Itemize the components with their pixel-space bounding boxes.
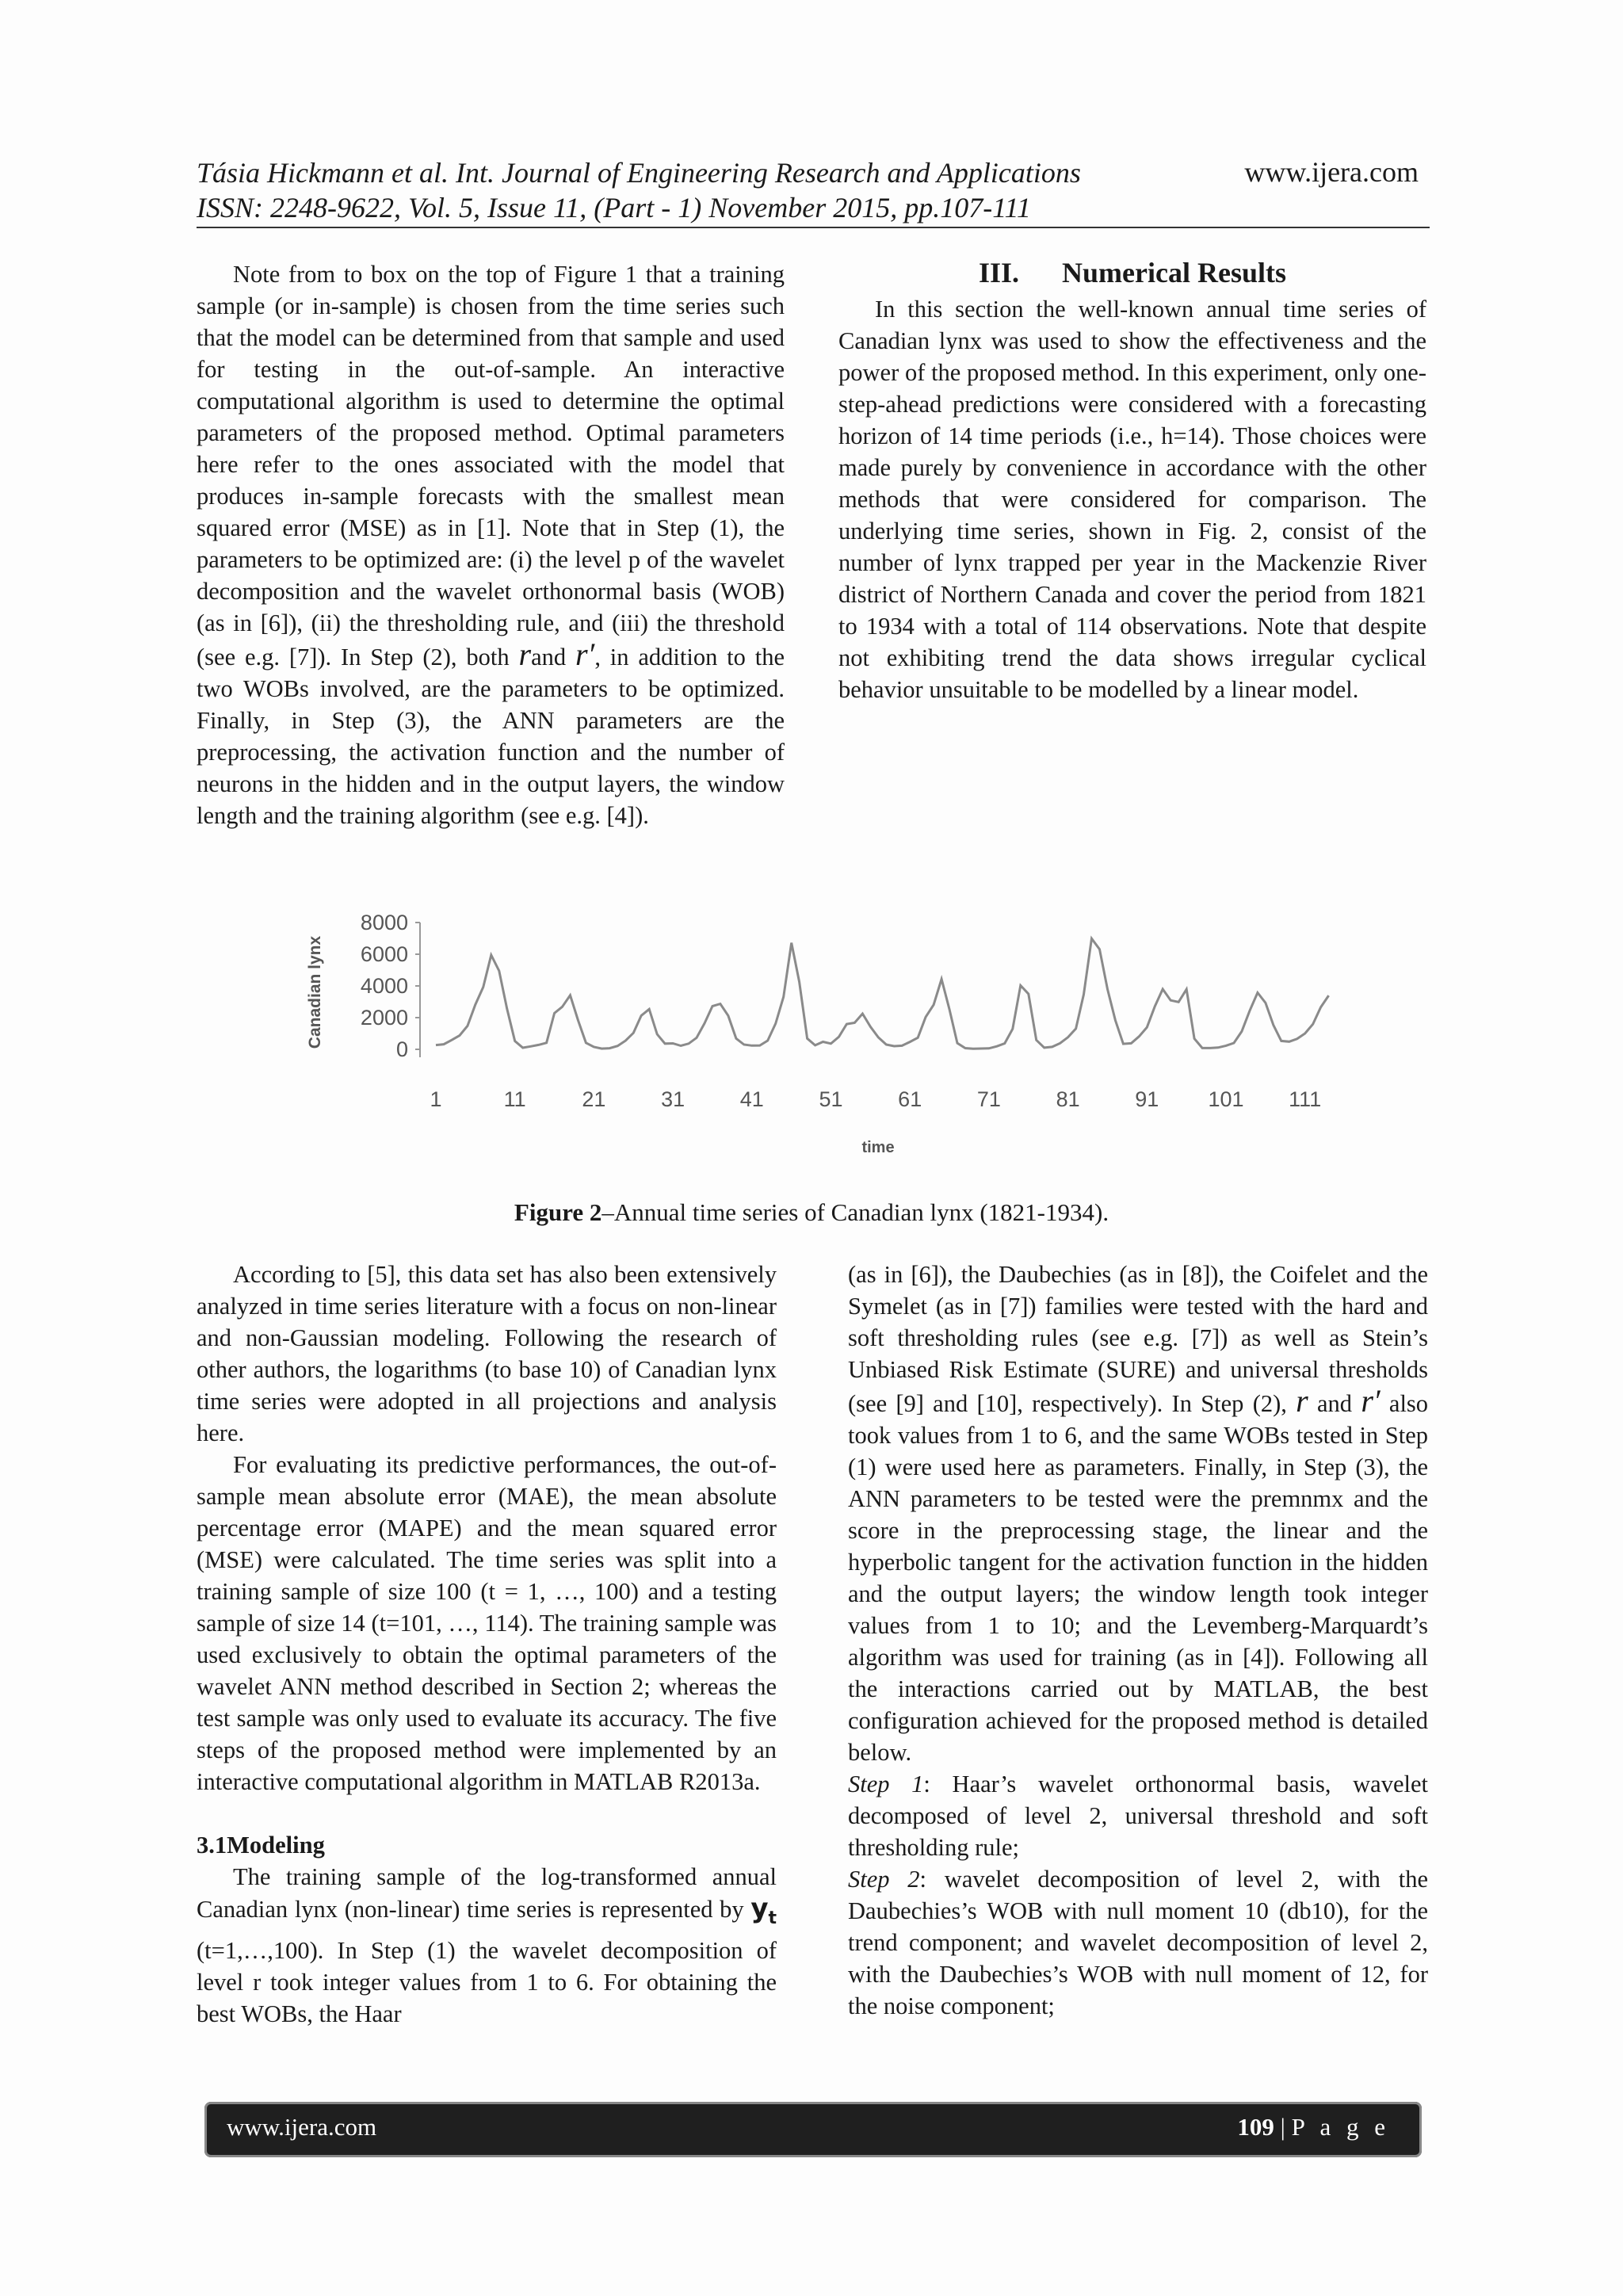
running-header-issn: ISSN: 2248-9622, Vol. 5, Issue 11, (Part - 1) November 2015, pp.107-111 xyxy=(197,192,1031,223)
subsection-heading: 3.1Modeling xyxy=(197,1832,325,1859)
x-tick-label: 61 xyxy=(898,1087,922,1111)
step-label: Step 2 xyxy=(848,1866,920,1893)
paragraph: In this section the well-known annual time series of Canadian lynx was used to show the effectiveness and the power of the proposed method. In this experiment, only one-step-ahead predictions were considered with a forecasting horizon of 14 time periods (i.e., h=14). Those choices were made purely by convenience in accordance with the other methods that were considered for comparison. The underlying time series, shown in Fig. 2, consist of the number of lynx trapped per year in the Mackenzie River district of Northern Canada and cover the period from 1821 to 1934 with a total of 114 observations. Note that despite not exhibiting trend the data shows irregular cyclical behavior unsuitable to be modelled by a linear model. xyxy=(838,296,1426,703)
right-column-top xyxy=(838,255,1426,705)
caption-text: –Annual time series of Canadian lynx (1821-1934). xyxy=(601,1198,1109,1226)
section-number: III. xyxy=(979,257,1020,288)
left-column-bottom xyxy=(197,1259,777,2030)
step-1 xyxy=(848,1768,1428,1863)
x-tick-label: 81 xyxy=(1056,1087,1080,1111)
y-tick-label: 2000 xyxy=(360,1006,408,1030)
math-y: y xyxy=(750,1893,769,1924)
page-label: P a g e xyxy=(1291,2113,1390,2141)
paragraph xyxy=(197,258,785,831)
section-heading xyxy=(838,255,1426,290)
paragraph-text: (t=1,…,100). In Step (1) the wavelet decomposition of level r took integer values from 1 to 6. For obtaining the best WOBs, the Haar xyxy=(197,1936,777,2027)
math-var-r: r xyxy=(1296,1383,1308,1419)
footer-url[interactable]: www.ijera.com xyxy=(227,2113,377,2141)
figure-label: Figure 2 xyxy=(514,1198,602,1226)
x-tick-label: 11 xyxy=(503,1087,526,1111)
and-text: and xyxy=(531,644,567,670)
paragraph-text: Note from to box on the top of Figure 1 that a training sample (or in-sample) is chosen from the time series such that the model can be determined from that sample and used for testing in the out-of-sample. An interactive computational algorithm is used to determine the optimal parameters of the proposed method. Optimal parameters here refer to the ones associated with the model that produces in-sample forecasts with the smallest mean squared error (MSE) as in [1]. Note that in Step (1), the parameters to be optimized are: (i) the level p of the wavelet decomposition and the wavelet orthonormal basis (WOB) (as in [6]), (ii) the thresholding rule, and (iii) the threshold (see e.g. [7]). In Step (2), both xyxy=(197,261,785,670)
math-var-r-prime: r′ xyxy=(1361,1383,1381,1419)
paragraph-text: , in addition to the two WOBs involved, are the parameters to be optimized. Finally, in Step (3), the ANN parameters are the preprocessing, the activation function and the number of neurons in the hidden and in the output layers, the window length and the training algorithm (see e.g. [4]). xyxy=(197,644,785,829)
figure-caption xyxy=(0,1198,1623,1227)
lynx-series-line xyxy=(436,938,1329,1049)
y-tick-label: 0 xyxy=(395,1037,408,1061)
header-rule xyxy=(197,227,1430,228)
y-tick-label: 8000 xyxy=(360,911,408,934)
step-text: : Haar’s wavelet orthonormal basis, wavelet decomposed of level 2, universal threshold and soft thresholding rule; xyxy=(848,1771,1428,1861)
y-tick-label: 6000 xyxy=(360,942,408,966)
math-var-y xyxy=(750,1893,777,1928)
section-title: Numerical Results xyxy=(1062,257,1286,288)
header-url[interactable]: www.ijera.com xyxy=(1244,156,1419,188)
lynx-time-series-chart xyxy=(301,905,1331,1206)
right-column-bottom xyxy=(848,1259,1428,2022)
step-text: : wavelet decomposition of level 2, with the Daubechies’s WOB with null moment 10 (db10), for the trend component; and wavelet decomposition of level 2, with the Daubechies’s WOB with null moment of 12, for the noise component; xyxy=(848,1866,1428,2019)
x-tick-label: 71 xyxy=(976,1087,1001,1111)
x-axis-label: time xyxy=(861,1139,895,1156)
x-tick-label: 21 xyxy=(582,1087,606,1111)
y-tick-label: 4000 xyxy=(360,974,408,998)
x-tick-label: 1 xyxy=(430,1087,442,1111)
running-header-journal: Tásia Hickmann et al. Int. Journal of Engineering Research and Applications xyxy=(197,157,1081,189)
step-2 xyxy=(848,1863,1428,2022)
x-tick-label: 101 xyxy=(1208,1087,1244,1111)
paragraph: For evaluating its predictive performances, the out-of-sample mean absolute error (MAE), the mean absolute percentage error (MAPE) and the mean squared error (MSE) were calculated. The time series was split into a training sample of size 100 (t = 1, …, 100) and a testing sample of size 14 (t=101, …, 114). The training sample was used exclusively to obtain the optimal parameters of the wavelet ANN method described in Section 2; whereas the test sample was only used to evaluate its accuracy. The five steps of the proposed method were implemented by an interactive computational algorithm in MATLAB R2013a. xyxy=(197,1451,777,1795)
x-tick-label: 111 xyxy=(1289,1087,1322,1111)
math-var-r-prime: r′ xyxy=(575,636,595,672)
paragraph-text: The training sample of the log-transformed annual Canadian lynx (non-linear) time series is represented by xyxy=(197,1863,777,1923)
left-column-top xyxy=(197,258,785,831)
math-t: t xyxy=(768,1908,777,1928)
paragraph xyxy=(197,1861,777,2030)
y-axis-label: Canadian lynx xyxy=(306,935,324,1049)
and-text: and xyxy=(1317,1390,1353,1417)
math-var-r: r xyxy=(518,636,532,672)
paragraph-text: also took values from 1 to 6, and the same WOBs tested in Step (1) were used here as parameters. Finally, in Step (3), the ANN parameters to be tested were the premnmx and the score in the preprocessing stage, the linear and the hyperbolic tangent for the activation function in the hidden and the output layers; the window length took integer values from 1 to 10; and the Levemberg-Marquardt’s algorithm was used for training (as in [4]). Following all the interactions carried out by MATLAB, the best configuration achieved for the proposed method is detailed below. xyxy=(848,1390,1429,1766)
page-number-block xyxy=(1237,2113,1390,2141)
step-label: Step 1 xyxy=(848,1771,924,1797)
page-sep: | xyxy=(1274,2113,1292,2141)
x-tick-label: 41 xyxy=(739,1087,764,1111)
paragraph xyxy=(848,1259,1428,1768)
page-number: 109 xyxy=(1237,2113,1274,2141)
paragraph-text: (as in [6]), the Daubechies (as in [8]), the Coifelet and the Symelet (as in [7]) families were tested with the hard and soft thresholding rules (see e.g. [7]) as well as Stein’s Unbiased Risk Estimate (SURE) and universal thresholds (see [9] and [10], respectively). In Step (2), xyxy=(848,1261,1428,1417)
page-footer xyxy=(204,2102,1422,2157)
paragraph: According to [5], this data set has also been extensively analyzed in time series literature with a focus on non-linear and non-Gaussian modeling. Following the research of other authors, the logarithms (to base 10) of Canadian lynx time series were adopted in all projections and analysis here. xyxy=(197,1261,777,1446)
x-tick-label: 31 xyxy=(661,1087,685,1111)
x-tick-label: 91 xyxy=(1135,1087,1159,1111)
x-tick-label: 51 xyxy=(819,1087,843,1111)
